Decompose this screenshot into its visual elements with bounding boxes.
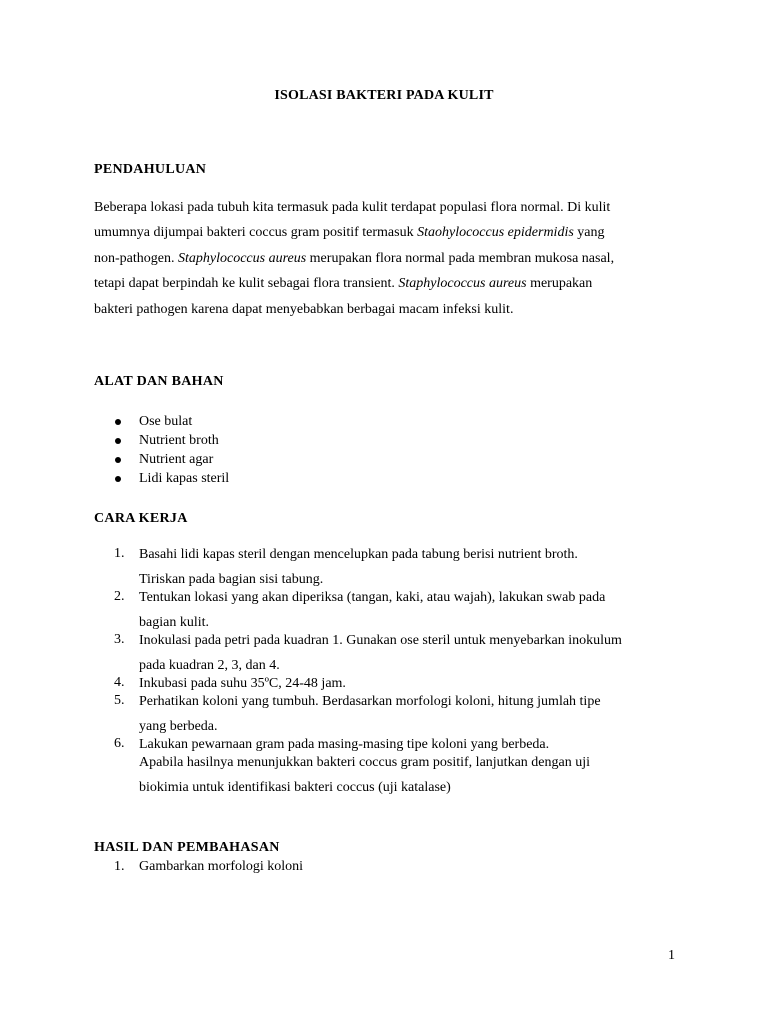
paragraph-line: [94, 297, 684, 322]
list-item: [94, 431, 229, 450]
paragraph-text: umumnya dijumpai bakteri coccus gram positif termasuk: [94, 225, 418, 241]
step-text: Inkubasi pada suhu 35ºC, 24-48 jam.: [139, 676, 346, 691]
step-text: Gambarkan morfologi koloni: [139, 859, 304, 874]
step-number: 5.: [114, 693, 125, 708]
paragraph-line: [94, 271, 684, 296]
step-text: bagian kulit.: [139, 615, 209, 630]
list-item-label: Nutrient agar: [139, 452, 214, 467]
step-text: Basahi lidi kapas steril dengan mencelupkan pada tabung berisi nutrient broth.: [139, 547, 578, 562]
paragraph-text: bakteri pathogen karena dapat menyebabkan berbagai macam infeksi kulit.: [94, 301, 514, 317]
step-number: 4.: [114, 675, 125, 690]
list-item: [94, 412, 229, 431]
paragraph-text: yang: [573, 225, 605, 241]
step-text: yang berbeda.: [139, 719, 218, 734]
list-item: [94, 469, 229, 488]
page-number: 1: [668, 948, 675, 963]
species-name: Staohylococcus epidermidis: [417, 225, 574, 241]
paragraph-text: merupakan flora normal pada membran mukosa nasal,: [306, 250, 615, 266]
bullet-icon: [115, 438, 121, 444]
list-item-label: Ose bulat: [139, 414, 193, 429]
step-number: 3.: [114, 632, 125, 647]
numbered-list-hasil: [94, 858, 303, 876]
step-text: Inokulasi pada petri pada kuadran 1. Gunakan ose steril untuk menyebarkan inokulum: [139, 633, 622, 648]
paragraph-line: [94, 220, 684, 245]
paragraph-line: [94, 246, 684, 271]
list-item: [94, 693, 674, 736]
step-number: 6.: [114, 736, 125, 751]
list-item: [94, 736, 674, 797]
heading-pendahuluan: PENDAHULUAN: [94, 162, 207, 177]
list-item: [94, 450, 229, 469]
list-item-label: Lidi kapas steril: [139, 471, 230, 486]
document-title: ISOLASI BAKTERI PADA KULIT: [274, 88, 494, 103]
numbered-list-cara-kerja: [94, 546, 674, 797]
heading-alat-dan-bahan: ALAT DAN BAHAN: [94, 374, 224, 389]
list-item: [94, 546, 674, 589]
step-text: Tentukan lokasi yang akan diperiksa (tangan, kaki, atau wajah), lakukan swab pada: [139, 590, 606, 605]
step-text: Tiriskan pada bagian sisi tabung.: [139, 572, 324, 587]
list-item: [94, 858, 303, 876]
step-text: Lakukan pewarnaan gram pada masing-masing tipe koloni yang berbeda.: [139, 737, 550, 752]
step-number: 1.: [114, 859, 125, 874]
bullet-icon: [115, 476, 121, 482]
heading-cara-kerja: CARA KERJA: [94, 511, 188, 526]
step-text: Perhatikan koloni yang tumbuh. Berdasarkan morfologi koloni, hitung jumlah tipe: [139, 694, 601, 709]
bullet-icon: [115, 419, 121, 425]
heading-hasil-dan-pembahasan: HASIL DAN PEMBAHASAN: [94, 840, 280, 855]
step-number: 2.: [114, 589, 125, 604]
list-item: [94, 632, 674, 675]
bullet-list-alat-bahan: [94, 412, 229, 488]
paragraph-pendahuluan: [94, 195, 684, 322]
step-text: biokimia untuk identifikasi bakteri coccus (uji katalase): [139, 780, 451, 795]
list-item: [94, 675, 674, 693]
step-number: 1.: [114, 546, 125, 561]
paragraph-line: [94, 195, 684, 220]
paragraph-text: merupakan: [526, 276, 593, 292]
species-name: Staphylococcus aureus: [398, 276, 527, 292]
paragraph-text: tetapi dapat berpindah ke kulit sebagai flora transient.: [94, 276, 399, 292]
paragraph-text: Beberapa lokasi pada tubuh kita termasuk pada kulit terdapat populasi flora normal. Di kulit: [94, 200, 611, 215]
paragraph-text: non-pathogen.: [94, 250, 178, 266]
step-text: Apabila hasilnya menunjukkan bakteri coccus gram positif, lanjutkan dengan uji: [139, 755, 590, 770]
list-item-label: Nutrient broth: [139, 433, 219, 448]
step-text: pada kuadran 2, 3, dan 4.: [139, 658, 280, 673]
list-item: [94, 589, 674, 632]
species-name: Staphylococcus aureus: [177, 250, 307, 266]
bullet-icon: [115, 457, 121, 463]
